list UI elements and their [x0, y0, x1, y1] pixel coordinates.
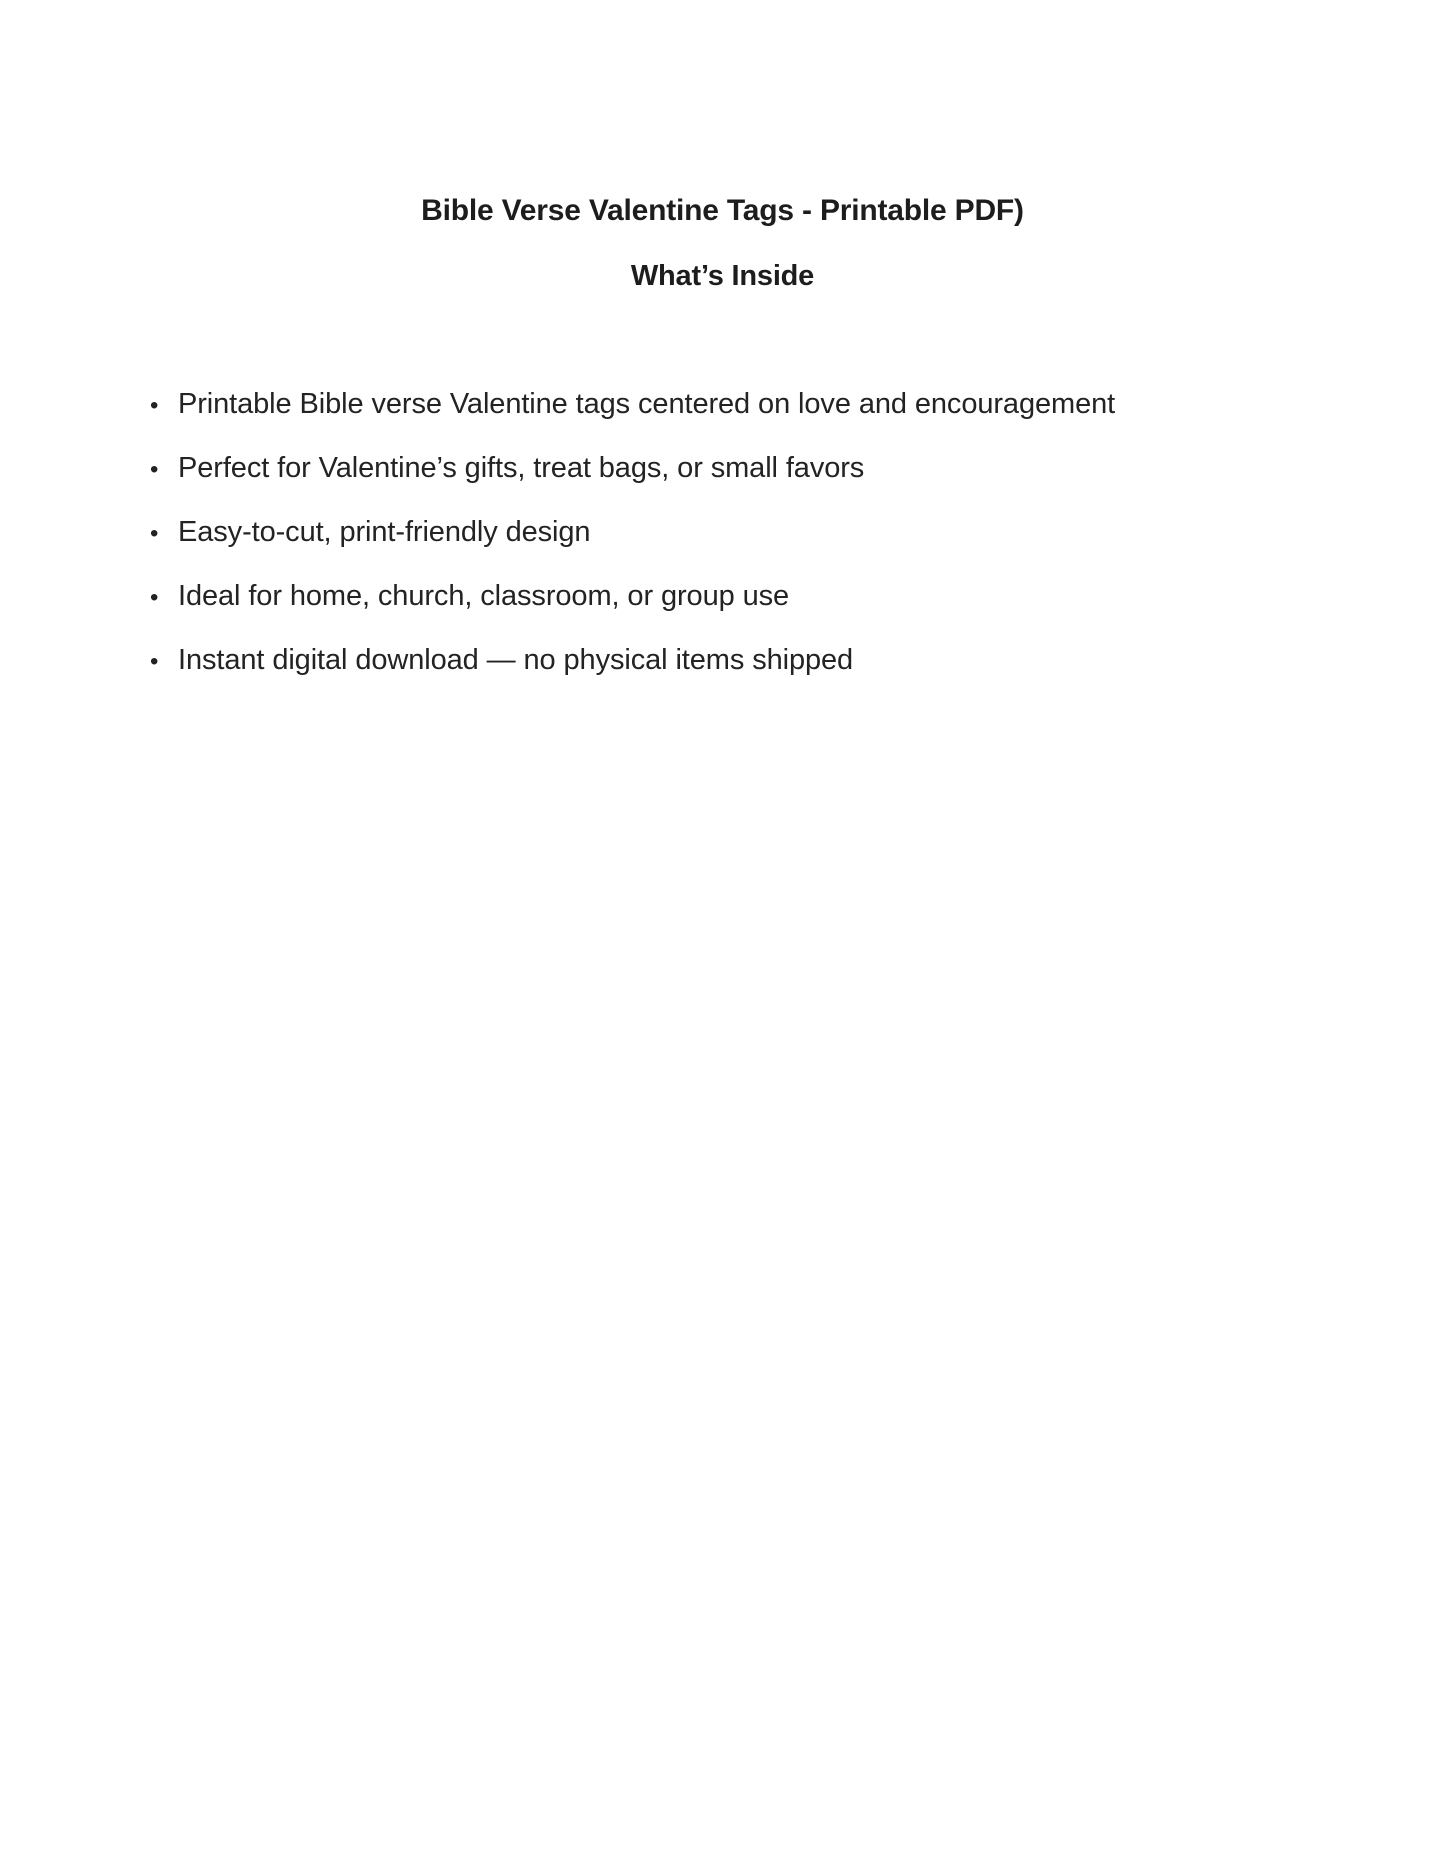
bullet-icon: •	[150, 456, 159, 483]
page-subtitle: What’s Inside	[630, 260, 815, 292]
bullet-icon: •	[150, 392, 159, 419]
list-item-text: Easy-to-cut, print-friendly design	[178, 516, 591, 548]
list-item-text: Printable Bible verse Valentine tags centered on love and encouragement	[178, 388, 1116, 420]
bullet-icon: •	[150, 520, 159, 547]
feature-bullet-list	[0, 373, 1445, 693]
list-item	[150, 437, 1385, 501]
list-item-text: Ideal for home, church, classroom, or group use	[178, 580, 790, 612]
list-item	[150, 629, 1385, 693]
list-item-text: Instant digital download — no physical items shipped	[178, 644, 854, 676]
bullet-icon: •	[150, 648, 159, 675]
page-title: Bible Verse Valentine Tags - Printable PDF)	[421, 194, 1024, 227]
list-item	[150, 501, 1385, 565]
list-item	[150, 565, 1385, 629]
bullet-icon: •	[150, 584, 159, 611]
list-item-text: Perfect for Valentine’s gifts, treat bags, or small favors	[178, 452, 865, 484]
list-item	[150, 373, 1385, 437]
